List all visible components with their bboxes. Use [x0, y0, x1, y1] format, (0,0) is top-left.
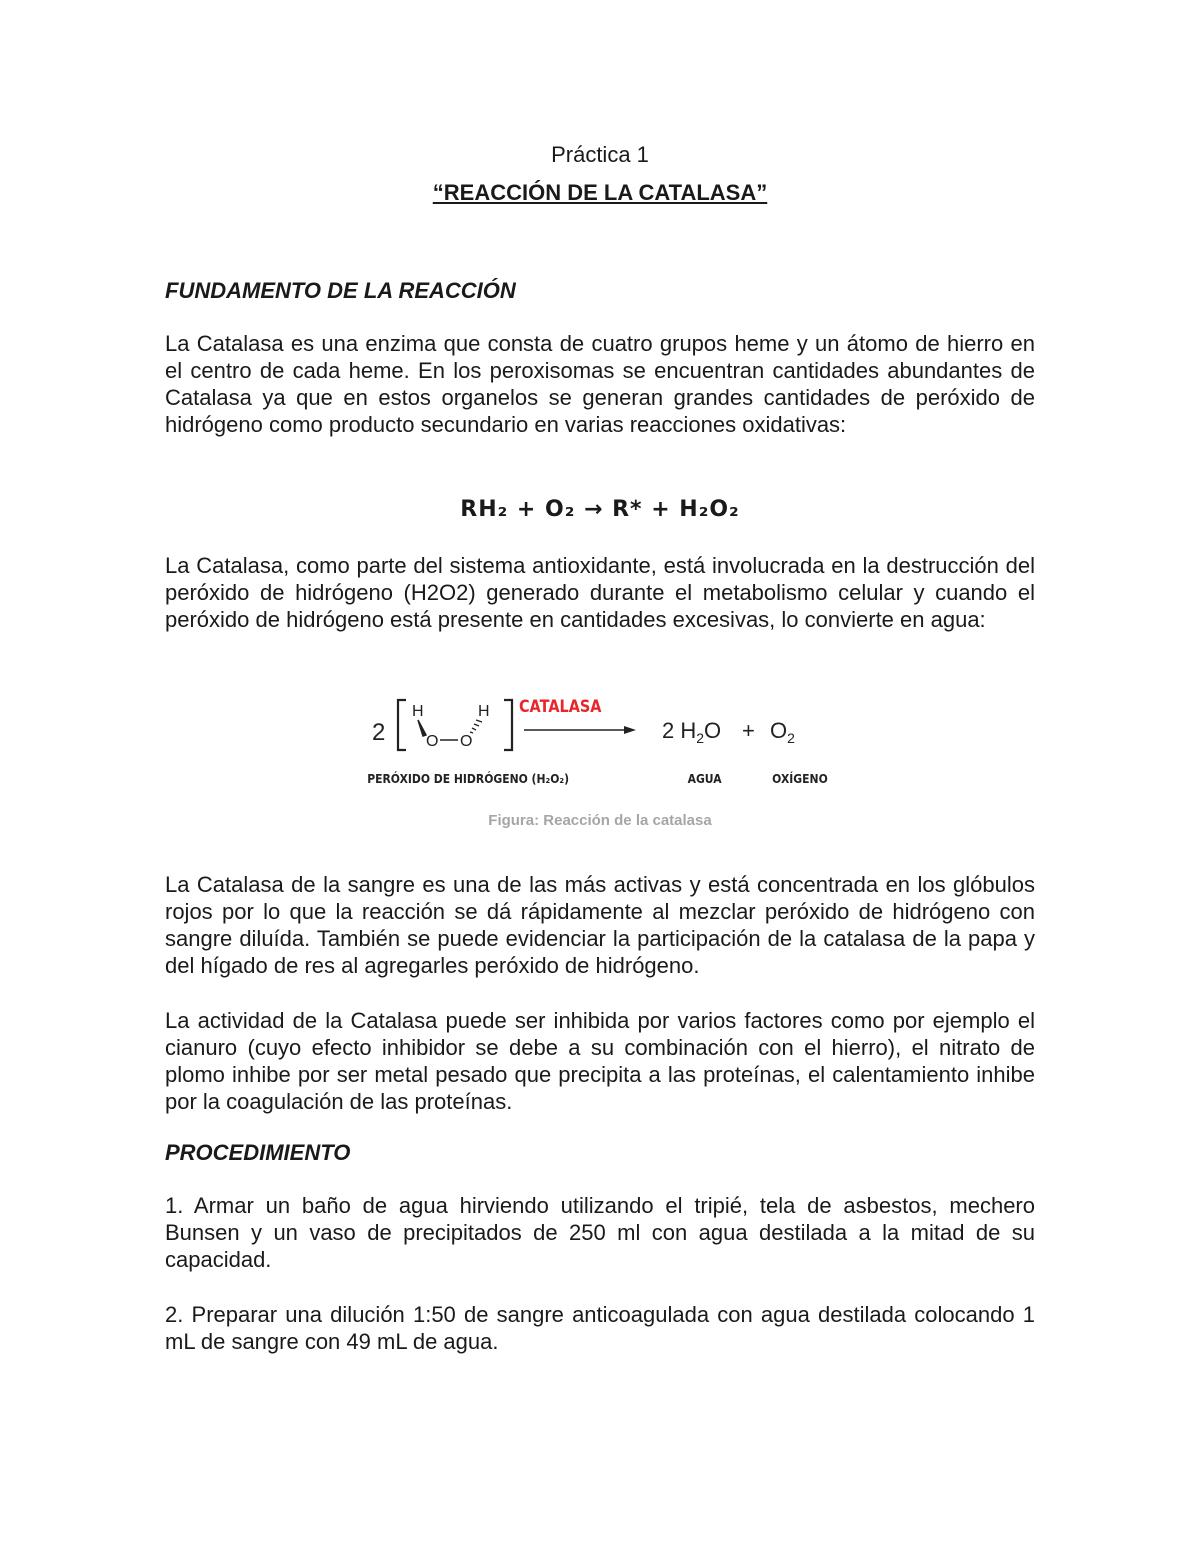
paragraph-antioxidant: La Catalasa, como parte del sistema antioxidante, está involucrada en la destrucción del peróxido de hidrógeno (H2O2) generado durante el metabolismo celular y cuando el peróxido de hidrógeno está presente en cantidades excesivas, lo convierte en agua: [165, 553, 1035, 632]
product-oxygen: $O_2$ [770, 718, 795, 746]
arrowhead-shape [624, 726, 636, 734]
right-bracket-shape [504, 700, 512, 750]
paragraph-blood-catalase: La Catalasa de la sangre es una de las más activas y está concentrada en los glóbulos rojos por lo que la reacción se dá rápidamente al mezclar peróxido de hidrógeno con sangre diluída. También se puede evidenciar la participación de la catalasa de la papa y del hígado de res al agregarles peróxido de hidrógeno. [165, 872, 1035, 978]
paragraph-intro: La Catalasa es una enzima que consta de cuatro grupos heme y un átomo de hierro en el centro de cada heme. En los peroxisomas se encuentran cantidades abundantes de Catalasa ya que en estos organelos se generan grandes cantidades de peróxido de hidrógeno como producto secundario en varias reacciones oxidativas: [165, 331, 1035, 437]
atom-h-left: H [412, 703, 424, 720]
section-heading-procedimiento: PROCEDIMIENTO [165, 1140, 351, 1165]
page-title [0, 180, 1200, 206]
label-peroxide: PERÓXIDO DE HIDRÓGENO (H₂O₂) [367, 771, 570, 787]
paragraph-inhibition: La actividad de la Catalasa puede ser inhibida por varios factores como por ejemplo el cianuro (cuyo efecto inhibidor se debe a su combinación con el hierro), el nitrato de plomo inhibe por ser metal pesado que precipita a las proteínas, el calentamiento inhibe por la coagulación de las proteínas. [165, 1008, 1035, 1114]
procedure-step-1: 1. Armar un baño de agua hirviendo utilizando el tripié, tela de asbestos, mechero Bunsen y un vaso de precipitados de 250 ml con agua destilada a la mitad de su capacidad. [165, 1193, 1035, 1272]
section-heading-fundamento: FUNDAMENTO DE LA REACCIÓN [165, 278, 516, 303]
atom-o-right: O [460, 733, 473, 750]
label-oxygen: OXÍGENO [772, 771, 828, 787]
left-bracket-shape [398, 700, 406, 750]
wedge-bond-shape [418, 720, 426, 736]
practice-label: Práctica 1 [551, 142, 649, 167]
enzyme-label: CATALASA [518, 695, 602, 717]
product-water: 2 $H_2O$ [662, 718, 722, 746]
page-title-text: “REACCIÓN DE LA CATALASA” [432, 180, 768, 205]
label-water: AGUA [687, 771, 722, 787]
procedure-step-2: 2. Preparar una dilución 1:50 de sangre anticoagulada con agua destilada colocando 1 mL de sangre con 49 mL de agua. [165, 1302, 1035, 1354]
atom-o-left: O [426, 733, 439, 750]
reaction-diagram [360, 688, 840, 808]
hashed-bond-shape [470, 720, 482, 733]
plus-sign: + [742, 718, 755, 743]
coefficient-text: 2 [372, 719, 386, 746]
atom-h-right: H [478, 703, 490, 720]
figure-caption: Figura: Reacción de la catalasa [488, 812, 712, 829]
equation-oxidation: RH₂ + O₂ → R* + H₂O₂ [460, 497, 740, 522]
